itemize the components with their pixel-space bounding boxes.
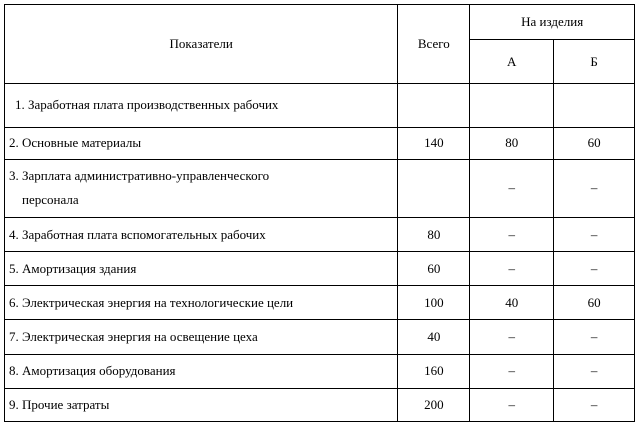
row-product-a: – <box>470 252 554 286</box>
table-row <box>5 286 635 320</box>
row-label: 2. Основные материалы <box>5 127 398 159</box>
header-indicators: Показатели <box>5 5 398 84</box>
row-total: 40 <box>398 320 470 354</box>
header-product-b: Б <box>554 40 635 84</box>
row-product-a <box>470 84 554 127</box>
table-row <box>5 159 635 217</box>
row-product-a: – <box>470 320 554 354</box>
header-total: Всего <box>398 5 470 84</box>
table-row <box>5 388 635 421</box>
row-total <box>398 84 470 127</box>
row-total: 100 <box>398 286 470 320</box>
table-row <box>5 127 635 159</box>
row-product-a: 40 <box>470 286 554 320</box>
row-label: 7. Электрическая энергия на освещение цеха <box>5 320 398 354</box>
row-total: 140 <box>398 127 470 159</box>
row-product-b <box>554 84 635 127</box>
row-label-cell <box>5 159 398 217</box>
row-product-b: – <box>554 320 635 354</box>
row-product-b: – <box>554 354 635 388</box>
row-label: 6. Электрическая энергия на технологические цели <box>5 286 398 320</box>
row-total: 60 <box>398 252 470 286</box>
row-total <box>398 159 470 217</box>
row-product-a: – <box>470 354 554 388</box>
row-product-a: 80 <box>470 127 554 159</box>
header-product-a: А <box>470 40 554 84</box>
row-product-b: 60 <box>554 286 635 320</box>
row-label: 5. Амортизация здания <box>5 252 398 286</box>
row-label: 8. Амортизация оборудования <box>5 354 398 388</box>
row-label-continuation: персонала <box>22 192 79 208</box>
row-product-a: – <box>470 217 554 251</box>
row-product-a: – <box>470 159 554 217</box>
row-label: 1. Заработная плата производственных рабочих <box>5 84 398 127</box>
header-per-product: На изделия <box>470 5 635 40</box>
row-label: 3. Зарплата административно-управленческого <box>9 168 270 184</box>
cost-table <box>4 4 635 422</box>
row-label: 9. Прочие затраты <box>5 388 398 421</box>
table-row <box>5 217 635 251</box>
row-product-b: – <box>554 388 635 421</box>
row-label: 4. Заработная плата вспомогательных рабочих <box>5 217 398 251</box>
row-product-b: – <box>554 217 635 251</box>
row-total: 160 <box>398 354 470 388</box>
table-row <box>5 320 635 354</box>
table-row <box>5 252 635 286</box>
row-total: 80 <box>398 217 470 251</box>
header-row <box>5 5 635 40</box>
table-row <box>5 84 635 127</box>
row-product-b: 60 <box>554 127 635 159</box>
row-product-b: – <box>554 159 635 217</box>
row-total: 200 <box>398 388 470 421</box>
row-product-a: – <box>470 388 554 421</box>
row-product-b: – <box>554 252 635 286</box>
table-row <box>5 354 635 388</box>
